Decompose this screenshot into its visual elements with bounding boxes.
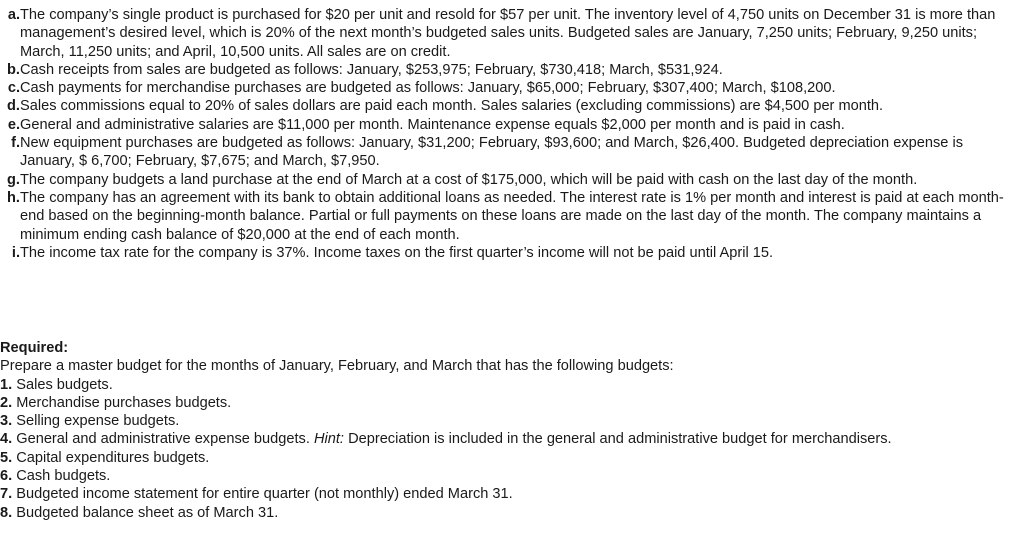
- item-text: New equipment purchases are budgeted as follows: January, $31,200; February, $93,600; and March, $26,400. Budgeted depreciation expense is January, $ 6,700; February, $7,675; and March, $7,950.: [20, 135, 963, 170]
- hint-label: Hint:: [313, 431, 344, 448]
- required-item-number: 2.: [0, 394, 13, 411]
- item-text: The company budgets a land purchase at the end of March at a cost of $175,000, which will be paid with cash on the last day of the month.: [20, 171, 918, 188]
- required-item-3: [0, 412, 1020, 430]
- item-text: Cash receipts from sales are budgeted as follows: January, $253,975; February, $730,418; March, $531,924.: [20, 61, 723, 78]
- required-item-number: 6.: [0, 468, 13, 485]
- hint-text: Depreciation is included in the general and administrative budget for merchandisers.: [348, 431, 892, 448]
- required-item-number: 3.: [0, 413, 13, 430]
- item-letter: c.: [7, 80, 20, 97]
- item-letter: g.: [7, 171, 20, 188]
- item-b: [0, 61, 1020, 79]
- item-text: The company’s single product is purchased for $20 per unit and resold for $57 per unit. The inventory level of 4,750 units on December 31 is more than management’s desired level, which is 20% of the next month’s budgeted sales units. Budgeted sales are January, 7,250 units; February, 9,250 units; March, 11,250 units; and April, 10,500 units. All sales are on credit.: [20, 7, 996, 60]
- item-letter: a.: [7, 7, 20, 23]
- required-heading: Required:: [0, 340, 69, 356]
- item-text: The income tax rate for the company is 37%. Income taxes on the first quarter’s income will not be paid until April 15.: [20, 244, 774, 261]
- item-letter: b.: [7, 61, 20, 78]
- required-item-text: Budgeted balance sheet as of March 31.: [16, 504, 279, 521]
- item-letter: i.: [11, 244, 20, 261]
- item-letter: f.: [11, 135, 20, 152]
- required-item-text: Cash budgets.: [16, 468, 111, 485]
- required-item-text: Sales budgets.: [16, 376, 113, 393]
- item-letter: d.: [7, 98, 20, 115]
- required-section: [0, 339, 1020, 522]
- required-item-5: [0, 449, 1020, 467]
- problem-data-list: [0, 6, 1020, 262]
- item-d: [0, 97, 1020, 115]
- required-item-8: [0, 504, 1020, 522]
- required-intro: Prepare a master budget for the months of January, February, and March that has the following budgets:: [0, 358, 674, 375]
- item-text: Cash payments for merchandise purchases are budgeted as follows: January, $65,000; February, $307,400; March, $108,200.: [20, 80, 836, 97]
- item-text: General and administrative salaries are $11,000 per month. Maintenance expense equals $2,000 per month and is paid in cash.: [20, 116, 845, 133]
- item-text: The company has an agreement with its bank to obtain additional loans as needed. The interest rate is 1% per month and interest is paid at each month-end based on the beginning-month balance. Partial or full payments on these loans are made on the last day of the month. The company maintains a minimum ending cash balance of $20,000 at the end of each month.: [20, 189, 1004, 243]
- required-item-text: Budgeted income statement for entire quarter (not monthly) ended March 31.: [16, 486, 513, 503]
- item-f: [0, 134, 1020, 171]
- item-a: [0, 6, 1020, 61]
- required-item-number: 7.: [0, 486, 13, 503]
- required-item-number: 8.: [0, 504, 13, 521]
- item-g: [0, 171, 1020, 189]
- required-item-number: 5.: [0, 449, 13, 466]
- required-item-7: [0, 485, 1020, 503]
- required-item-1: [0, 376, 1020, 394]
- item-c: [0, 79, 1020, 97]
- item-e: [0, 116, 1020, 134]
- item-text: Sales commissions equal to 20% of sales dollars are paid each month. Sales salaries (excluding commissions) are $4,500 per month.: [20, 98, 884, 115]
- required-item-text: Merchandise purchases budgets.: [16, 394, 232, 411]
- required-item-6: [0, 467, 1020, 485]
- required-item-text: Selling expense budgets.: [16, 413, 180, 430]
- item-letter: e.: [7, 116, 20, 133]
- item-letter: h.: [7, 189, 20, 206]
- required-item-2: [0, 394, 1020, 412]
- item-i: [0, 244, 1020, 262]
- required-item-4: [0, 430, 1020, 448]
- required-item-number: 4.: [0, 431, 13, 448]
- item-h: [0, 189, 1020, 244]
- required-item-text: Capital expenditures budgets.: [16, 449, 210, 466]
- required-item-text: General and administrative expense budgets.: [16, 431, 310, 448]
- required-item-number: 1.: [0, 376, 13, 393]
